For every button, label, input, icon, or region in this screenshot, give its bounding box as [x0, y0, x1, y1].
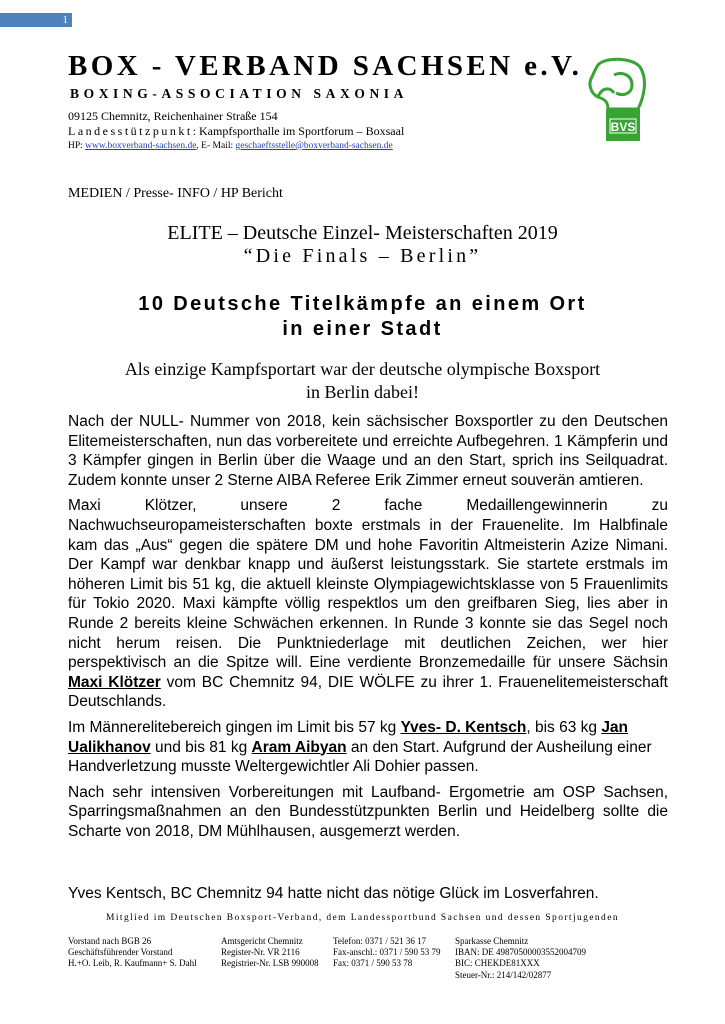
- athlete-name-jan-ualikhanov: Jan Ualikhanov: [68, 718, 629, 756]
- paragraph-maxi-kloetzer: [68, 496, 668, 712]
- email-link[interactable]: geschaeftsstelle@boxverband-sachsen.de: [235, 141, 393, 151]
- footer-phone: [333, 936, 441, 970]
- paragraph-text: Im Männerelitebereich gingen im Limit bis 57 kg: [68, 718, 397, 736]
- subheadline-line-2: in Berlin dabei!: [306, 382, 419, 402]
- hp-label: HP:: [68, 141, 83, 151]
- article-body: [68, 412, 668, 847]
- event-title: ELITE – Deutsche Einzel- Meisterschaften 2019: [167, 222, 558, 244]
- paragraph-preparation: Nach sehr intensiven Vorbereitungen mit Laufband- Ergometrie am OSP Sachsen, Sparringsmaßnahmen an den Bundesstützpunkten Berlin und Heidelberg sollte die Scharte von 2018, DM Mühlhausen, ausgemerzt werden.: [68, 783, 668, 840]
- homepage-link[interactable]: www.boxverband-sachsen.de: [85, 141, 197, 151]
- paragraph-text: , bis 63 kg: [526, 718, 597, 736]
- headline-line-1: 10 Deutsche Titelkämpfe an einem Ort: [138, 293, 587, 315]
- footer-text: Fax-anschl.: 0371 / 590 53 79: [333, 947, 441, 958]
- paragraph-intro: Nach der NULL- Nummer von 2018, kein sächsischer Boxsportler zu den Deutschen Elitemeisterschaften, nun das vorbereitete und erreichte Aufbegehren. 1 Kämpferin und 3 Kämpfer gingen in Berlin über die Waage und an den Start, sprich ins Seilquadrat. Zudem konnte unser 2 Sterne AIBA Referee Erik Zimmer erneut souverän amtieren.: [68, 413, 668, 489]
- page-number: 1: [0, 13, 72, 27]
- training-base-value: : Kampfsporthalle im Sportforum – Boxsaal: [192, 124, 405, 138]
- athlete-name-yves-kentsch: Yves- D. Kentsch: [400, 718, 527, 736]
- category-label: MEDIEN / Presse- INFO / HP Bericht: [68, 186, 283, 201]
- paragraph-men-elite: [68, 718, 668, 777]
- footer-text: Sparkasse Chemnitz: [455, 936, 529, 946]
- contact-line: [68, 141, 393, 151]
- org-title: BOX - VERBAND SACHSEN e.V.: [68, 50, 583, 82]
- email-label: , E- Mail:: [196, 141, 234, 151]
- footer-text: H.+O. Leib, R. Kaufmann+ S. Dahl: [68, 958, 197, 969]
- paragraph-text: vom BC Chemnitz 94, DIE WÖLFE zu ihrer 1. Frauenelitemeisterschaft Deutschlands.: [68, 673, 668, 711]
- paragraph-text: an den Start. Aufgrund der Ausheilung einer Handverletzung musste Weltergewichtler Ali Dohier passen.: [68, 738, 652, 776]
- footer-text: Geschäftsführender Vorstand: [68, 947, 173, 958]
- headline-line-2: in einer Stadt: [282, 318, 443, 340]
- paragraph-text: Maxi Klötzer, unsere 2 fache Medaillengewinnerin zu Nachwuchseuropameisterschaften boxte erstmals in der Frauenelite. Im Halbfinale kam das „Aus“ gegen die spätere DM und hohe Favoritin Altmeisterin Azize Nimani. Der Kampf war denkbar knapp und äußerst leistungsstark. Sie startete erstmals im höheren Limit bis 51 kg, die aktuell kleinste Olympiagewichtsklasse von 5 Frauenlimits für Tokio 2020. Maxi kämpfte völlig respektlos um den greifbaren Sieg, lies aber in Runde 2 bereits kleine Schwächen erkennen. In Runde 3 konnte sie das Segel noch nicht herum reisen. Die Punktniederlage mit deutlichen Zeichen, wer hier perspektivisch an die Spitze will. Eine verdiente Bronzemedaille für unsere Sächsin: [68, 497, 668, 672]
- membership-line: Mitglied im Deutschen Boxsport-Verband, dem Landessportbund Sachsen und dessen Sportjugenden: [106, 913, 619, 923]
- footer-bank: [455, 936, 586, 981]
- training-base-line: [68, 124, 404, 139]
- athlete-name-maxi-kloetzer: Maxi Klötzer: [68, 673, 161, 691]
- footer-board: [68, 936, 197, 970]
- subheadline-line-1: Als einzige Kampfsportart war der deutsche olympische Boxsport: [124, 359, 601, 379]
- footer-text: BIC: CHEKDE81XXX: [455, 958, 540, 969]
- footer-text: Steuer-Nr.: 214/142/02877: [455, 969, 552, 980]
- logo-text: BVS: [610, 120, 636, 134]
- org-subtitle: BOXING-ASSOCIATION SAXONIA: [70, 86, 409, 101]
- footer-text: Vorstand nach BGB 26: [68, 936, 152, 946]
- training-base-label: Landesstützpunkt: [68, 124, 193, 138]
- paragraph-closing: Yves Kentsch, BC Chemnitz 94 hatte nicht das nötige Glück im Losverfahren.: [68, 885, 599, 902]
- footer-text: IBAN: DE 49870500003552004709: [455, 947, 586, 958]
- footer-text: Fax: 0371 / 590 53 78: [333, 958, 413, 969]
- address-line: 09125 Chemnitz, Reichenhainer Straße 154: [68, 109, 278, 123]
- footer-register: [221, 936, 319, 970]
- article-closing: [68, 884, 668, 910]
- athlete-name-aram-aibyan: Aram Aibyan: [251, 738, 347, 756]
- paragraph-text: und bis 81 kg: [155, 738, 248, 756]
- bvs-boxing-glove-logo: [584, 57, 650, 145]
- footer-text: Telefon: 0371 / 521 36 17: [333, 936, 427, 946]
- event-subtitle: “Die Finals – Berlin”: [243, 245, 482, 267]
- footer-text: Amtsgericht Chemnitz: [221, 936, 303, 946]
- footer-text: Registrier-Nr. LSB 990008: [221, 958, 319, 969]
- footer-text: Register-Nr. VR 2116: [221, 947, 300, 958]
